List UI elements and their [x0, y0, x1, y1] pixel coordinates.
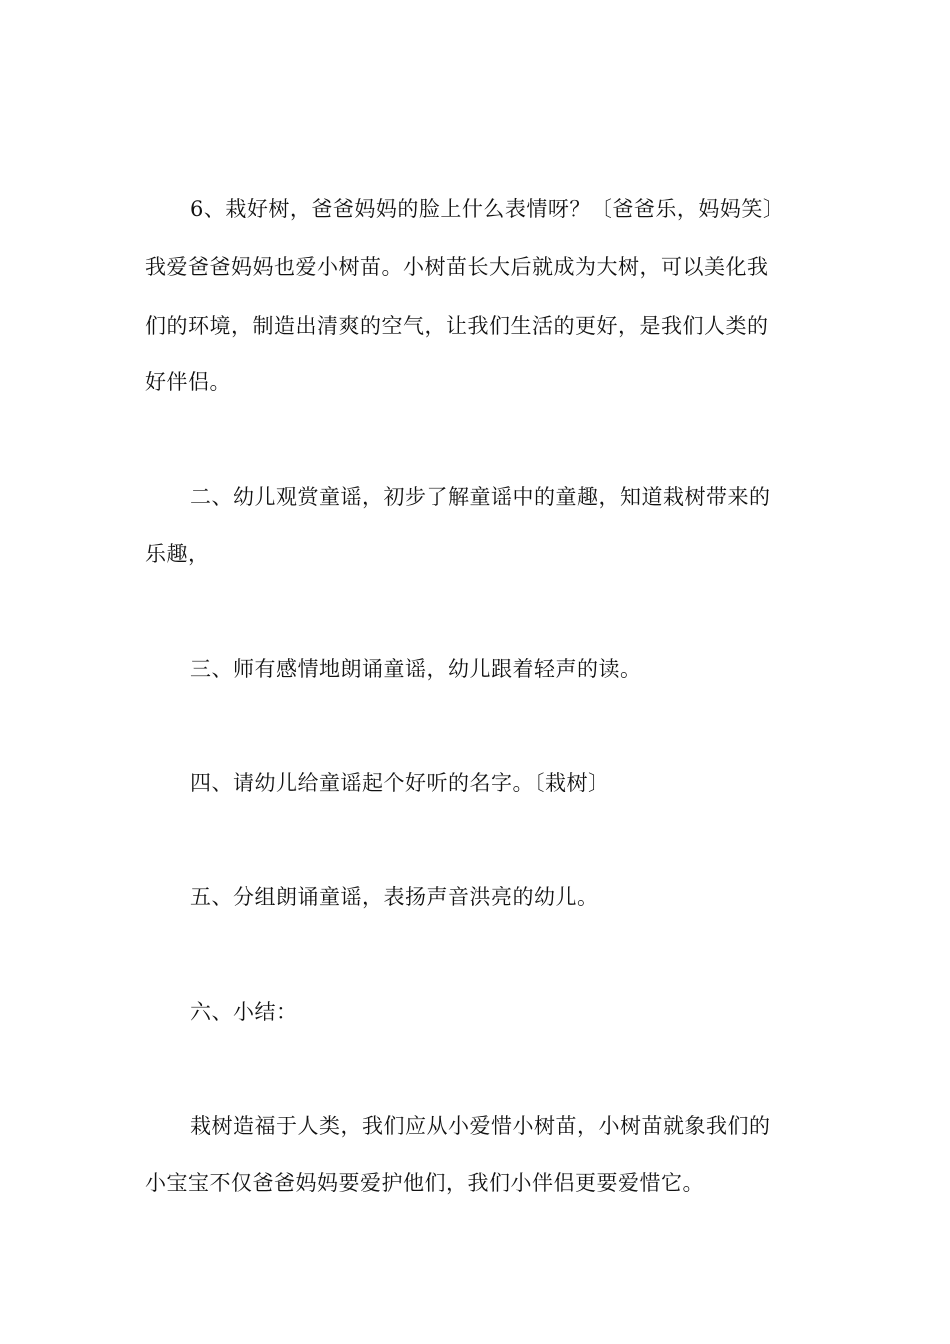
paragraph-1-line-4: 好伴侣。: [145, 370, 231, 394]
paragraph-6-line-1: 六、小结：: [190, 1000, 298, 1024]
paragraph-1-line-3: 们的环境，制造出清爽的空气，让我们生活的更好，是我们人类的: [145, 314, 769, 338]
paragraph-1-line-1: 6、栽好树，爸爸妈妈的脸上什么表情呀？〔爸爸乐，妈妈笑〕: [190, 197, 785, 221]
paragraph-5-line-1: 五、分组朗诵童谣，表扬声音洪亮的幼儿。: [190, 885, 599, 909]
paragraph-3-line-1: 三、师有感情地朗诵童谣，幼儿跟着轻声的读。: [190, 657, 642, 681]
paragraph-2-line-2: 乐趣，: [145, 542, 210, 566]
paragraph-2-line-1: 二、幼儿观赏童谣，初步了解童谣中的童趣，知道栽树带来的: [190, 485, 771, 509]
paragraph-4-line-1: 四、请幼儿给童谣起个好听的名字。〔栽树〕: [190, 771, 610, 795]
paragraph-7-line-1: 栽树造福于人类，我们应从小爱惜小树苗，小树苗就象我们的: [190, 1114, 771, 1138]
paragraph-1-line-2: 我爱爸爸妈妈也爱小树苗。小树苗长大后就成为大树，可以美化我: [145, 255, 769, 279]
paragraph-7-line-2: 小宝宝不仅爸爸妈妈要爱护他们，我们小伴侣更要爱惜它。: [145, 1171, 704, 1195]
